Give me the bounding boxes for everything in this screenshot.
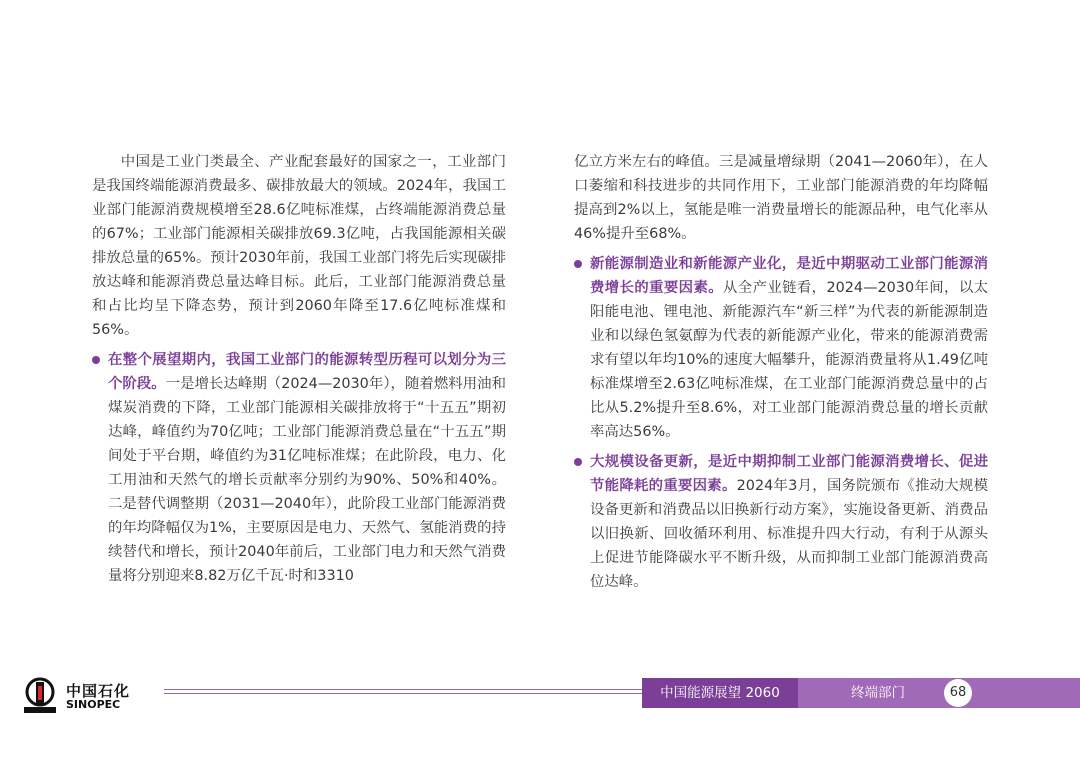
bullet-paragraph-phases — [92, 348, 506, 588]
intro-paragraph: 中国是工业门类最全、产业配套最好的国家之一，工业部门是我国终端能源消费最多、碳排放最大的领域。2024年，我国工业部门能源消费规模增至28.6亿吨标准煤，占终端能源消费总量的67%；工业部门能源相关碳排放69.3亿吨，占我国能源相关碳排放总量的65%。预计2030年前，我国工业部门将先后实现碳排放达峰和能源消费总量达峰目标。此后，工业部门能源消费总量和占比均呈下降态势，预计到2060年降至17.6亿吨标准煤和56%。 — [92, 154, 507, 338]
bullet-dot-icon — [92, 356, 100, 364]
footer-band — [642, 678, 1080, 708]
footer-divider-line — [164, 693, 642, 694]
bullet-body-phases: 一是增长达峰期（2024—2030年），随着燃料用油和煤炭消费的下降，工业部门能源相关碳排放将于“十五五”期初达峰，峰值约为70亿吨；工业部门能源消费总量在“十五五”期间处于平台期，峰值约为31亿吨标准煤；在此阶段，电力、化工用油和天然气的增长贡献率分别约为90%、50%和40%。二是替代调整期（2031—2040年），此阶段工业部门能源消费的年均降幅仅为1%，主要原因是电力、天然气、氢能消费的持续替代和增长，预计2040年前后，工业部门电力和天然气消费量将分别迎来8.82万亿千瓦·时和3310 — [108, 376, 506, 584]
bullet-dot-icon — [574, 458, 582, 466]
bullet-dot-icon — [574, 260, 582, 268]
bullet-body-equipment-update: 2024年3月，国务院颁布《推动大规模设备更新和消费品以旧换新行动方案》，实施设备更新、消费品以旧换新、回收循环利用、标准提升四大行动，有利于从源头上促进节能降碳水平不断升级，从而抑制工业部门能源消费高位达峰。 — [590, 478, 988, 590]
bullet-heading-phases: 在整个展望期内，我国工业部门的能源转型历程可以划分为三个阶段。 — [108, 352, 506, 392]
right-column — [574, 150, 988, 600]
continuation-paragraph: 亿立方米左右的峰值。三是减量增绿期（2041—2060年），在人口萎缩和科技进步的共同作用下，工业部门能源消费的年均降幅提高到2%以上，氢能是唯一消费量增长的能源品种，电气化率从46%提升至68%。 — [574, 154, 988, 242]
footer-divider-line — [164, 689, 642, 690]
sinopec-logo — [22, 676, 132, 716]
bullet-body-new-energy: 从全产业链看，2024—2030年间，以太阳能电池、锂电池、新能源汽车“新三样”为代表的新能源制造业和以绿色氢氨醇为代表的新能源产业化，带来的能源消费需求有望以年均10%的速度大幅攀升，能源消费量将从1.49亿吨标准煤增至2.63亿吨标准煤，在工业部门能源消费总量中的占比从5.2%提升至8.6%，对工业部门能源消费总量的增长贡献率高达56%。 — [590, 280, 988, 440]
section-band — [798, 678, 1080, 708]
bullet-heading-new-energy: 新能源制造业和新能源产业化，是近中期驱动工业部门能源消费增长的重要因素。 — [590, 256, 988, 296]
sinopec-logo-icon — [22, 676, 62, 714]
bullet-paragraph-equipment-update — [574, 450, 988, 594]
bullet-heading-equipment-update: 大规模设备更新，是近中期抑制工业部门能源消费增长、促进节能降耗的重要因素。 — [590, 454, 988, 494]
logo-chinese-name: 中国石化 — [66, 682, 131, 700]
report-title: 中国能源展望 2060 — [642, 678, 798, 708]
page-number: 68 — [944, 679, 972, 707]
left-column — [92, 150, 506, 594]
section-name: 终端部门 — [851, 685, 905, 701]
bullet-paragraph-new-energy — [574, 252, 988, 444]
logo-english-name: SINOPEC — [66, 698, 121, 711]
